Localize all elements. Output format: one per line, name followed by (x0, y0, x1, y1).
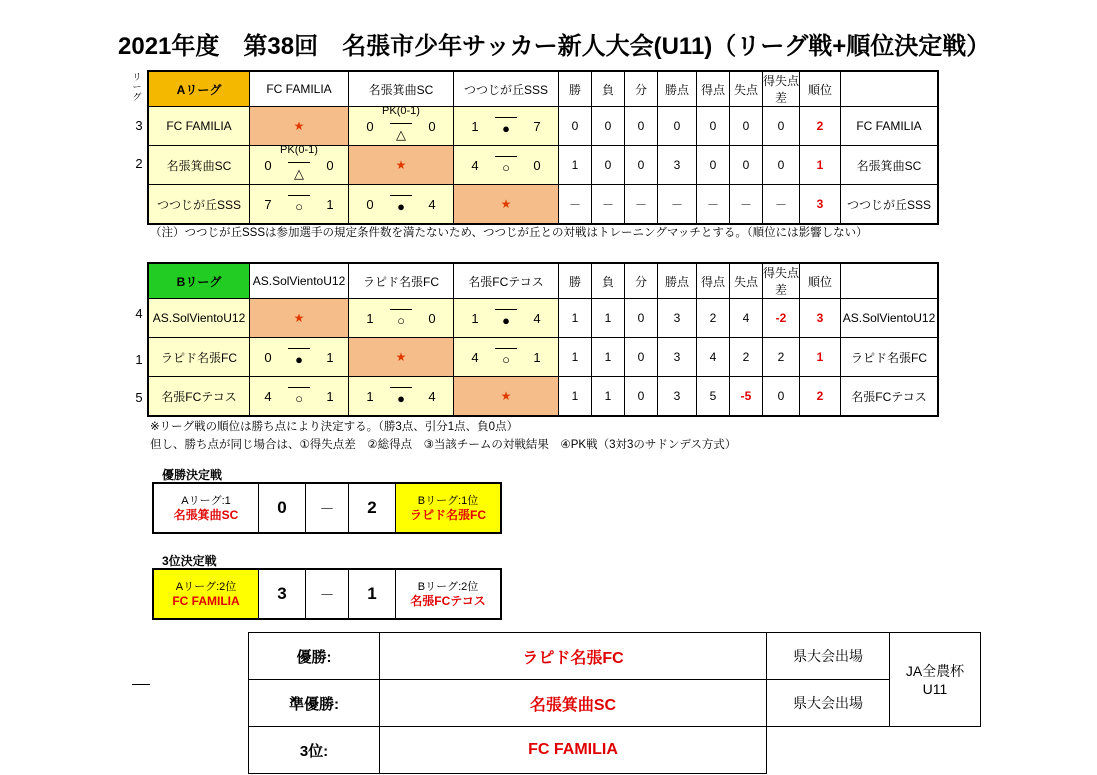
league-b-col-team-3: 名張FCテコス (454, 263, 559, 299)
league-a-note: （注）つつじが丘SSSは参加選手の規定条件数を満たないため、つつじが丘との対戦はトレーニングマッチとする。（順位には影響しない） (150, 227, 868, 239)
col-draw: 分 (625, 71, 658, 107)
third-match-row (153, 569, 501, 619)
league-b-row-1-vs-3 (454, 299, 559, 338)
results-row-3-qual (767, 727, 890, 774)
league-b-row-1-self: ★ (250, 299, 349, 338)
final-left-team: 名張箕曲SC (173, 508, 239, 522)
col-win: 勝 (559, 263, 592, 299)
score-dash (390, 123, 412, 124)
league-b-label: Bリーグ (148, 263, 250, 299)
results-row-2 (249, 680, 981, 727)
league-b-row-2-win: 1 (559, 338, 592, 377)
league-a-row-1-draw: 0 (625, 107, 658, 146)
third-match-table (152, 568, 502, 620)
results-row-1-qual: 県大会出場 (767, 633, 890, 680)
league-a-row-2-win: 1 (559, 146, 592, 185)
league-a-row-2-rank: 1 (800, 146, 841, 185)
league-a-row-1-win: 0 (559, 107, 592, 146)
league-b-row-3-points: 3 (658, 377, 697, 417)
league-b-row-2-gd: 2 (763, 338, 800, 377)
league-a-row-3-gd: － (763, 185, 800, 225)
third-dash: － (306, 569, 349, 619)
col-loss: 負 (592, 71, 625, 107)
league-b-col-team-1: AS.SolVientoU12 (250, 263, 349, 299)
league-b-row-1-vs-2 (349, 299, 454, 338)
rules-line-2: 但し、勝ち点が同じ場合は、①得失点差 ②総得点 ③当該チームの対戦結果 ④PK戦（3対3のサドンデス方式） (150, 439, 737, 451)
league-b-row-3-win: 1 (559, 377, 592, 417)
league-b-row-3-loss: 1 (592, 377, 625, 417)
league-a-row-1-team: FC FAMILIA (148, 107, 250, 146)
third-right-score: 1 (349, 569, 396, 619)
league-a-row-1-loss: 0 (592, 107, 625, 146)
results-cup-line2: U11 (922, 680, 948, 697)
league-b-row-2-vs-1 (250, 338, 349, 377)
final-match-row (153, 483, 501, 533)
league-b-left-rank-3: 5 (135, 390, 143, 405)
score-right: 1 (326, 349, 334, 365)
league-b-row-1-draw: 0 (625, 299, 658, 338)
league-b-row-2 (148, 338, 938, 377)
league-b-row-2-ga: 2 (730, 338, 763, 377)
final-left-label: Aリーグ:1 (181, 495, 231, 507)
third-left-side (153, 569, 259, 619)
league-a-row-2-gf: 0 (697, 146, 730, 185)
results-row-2-qual: 県大会出場 (767, 680, 890, 727)
league-b-row-1-gd: -2 (763, 299, 800, 338)
league-a-row-3-team: つつじが丘SSS (148, 185, 250, 225)
league-a-row-1-name-right: FC FAMILIA (841, 107, 939, 146)
score-right: 1 (533, 349, 541, 365)
league-b-row-2-loss: 1 (592, 338, 625, 377)
league-b-row-2-draw: 0 (625, 338, 658, 377)
league-b-row-2-team: ラピド名張FC (148, 338, 250, 377)
results-row-3-spacer (890, 727, 981, 774)
league-b-row-1-win: 1 (559, 299, 592, 338)
result-mark: ● (502, 313, 510, 328)
league-a-row-1-gd: 0 (763, 107, 800, 146)
score-right: 0 (533, 157, 541, 173)
result-mark: ● (397, 199, 405, 214)
league-a-left-rank-1: 3 (135, 118, 143, 133)
league-a-col-team-1: FC FAMILIA (250, 71, 349, 107)
league-b-row-2-self: ★ (349, 338, 454, 377)
third-right-team: 名張FCテコス (410, 594, 486, 608)
final-right-label: Bリーグ:1位 (417, 495, 479, 507)
results-table (248, 632, 981, 774)
score-left: 1 (471, 118, 479, 134)
league-a-row-3-points: － (658, 185, 697, 225)
pk-label: PK(0-1) (280, 144, 318, 156)
result-mark: ○ (502, 352, 510, 367)
league-a-row-1-rank: 2 (800, 107, 841, 146)
score-left: 1 (366, 388, 374, 404)
col-draw: 分 (625, 263, 658, 299)
score-dash (390, 195, 412, 196)
third-left-score: 3 (259, 569, 306, 619)
league-b-row-3-vs-2 (349, 377, 454, 417)
league-a-row-3-name-right: つつじが丘SSS (841, 185, 939, 225)
result-mark: ○ (397, 313, 405, 328)
final-match-title: 優勝決定戦 (162, 468, 223, 482)
league-a-row-3-ga: － (730, 185, 763, 225)
league-b-row-3-draw: 0 (625, 377, 658, 417)
score-right: 1 (326, 388, 334, 404)
score-left: 4 (471, 349, 479, 365)
score-dash (288, 348, 310, 349)
league-b-row-1-gf: 2 (697, 299, 730, 338)
league-a-label: Aリーグ (148, 71, 250, 107)
league-a-table (147, 70, 939, 225)
league-a-row-3 (148, 185, 938, 225)
col-goal-diff: 得失点差 (763, 263, 800, 299)
league-a-row-2-vs-1 (250, 146, 349, 185)
final-right-side (396, 483, 502, 533)
result-mark: ● (295, 352, 303, 367)
col-goal-diff: 得失点差 (763, 71, 800, 107)
result-mark: △ (396, 127, 406, 142)
league-a-col-team-2: 名張箕曲SC (349, 71, 454, 107)
score-dash (288, 162, 310, 163)
score-left: 0 (366, 118, 374, 134)
league-a-row-2-name-right: 名張箕曲SC (841, 146, 939, 185)
final-dash: － (306, 483, 349, 533)
league-b-row-3-rank: 2 (800, 377, 841, 417)
score-right: 1 (326, 196, 334, 212)
score-right: 0 (326, 157, 334, 173)
score-right: 4 (533, 310, 541, 326)
league-a-row-1 (148, 107, 938, 146)
third-left-team: FC FAMILIA (172, 594, 240, 608)
score-dash (288, 387, 310, 388)
col-points: 勝点 (658, 263, 697, 299)
result-mark: ○ (502, 160, 510, 175)
league-b-col-team-2: ラピド名張FC (349, 263, 454, 299)
league-b-row-3-gf: 5 (697, 377, 730, 417)
score-right: 0 (428, 310, 436, 326)
result-mark: ○ (295, 391, 303, 406)
league-b-row-2-points: 3 (658, 338, 697, 377)
score-dash (390, 387, 412, 388)
final-right-team: ラピド名張FC (410, 508, 486, 522)
league-a-row-3-vs-2 (349, 185, 454, 225)
league-a-row-1-self: ★ (250, 107, 349, 146)
league-a-row-3-loss: － (592, 185, 625, 225)
results-row-1-label: 優勝: (249, 633, 380, 680)
league-a-spacer-header (841, 71, 939, 107)
score-dash (495, 309, 517, 310)
league-a-row-2-team: 名張箕曲SC (148, 146, 250, 185)
league-a-row-3-draw: － (625, 185, 658, 225)
results-cup-line1: JA全農杯 (905, 662, 965, 679)
score-dash (288, 195, 310, 196)
score-left: 4 (264, 388, 272, 404)
league-b-row-2-vs-3 (454, 338, 559, 377)
score-left: 0 (264, 157, 272, 173)
league-a-row-1-points: 0 (658, 107, 697, 146)
score-right: 4 (428, 196, 436, 212)
score-left: 7 (264, 196, 272, 212)
league-b-row-3-self: ★ (454, 377, 559, 417)
results-row-3-team: FC FAMILIA (380, 727, 767, 774)
league-b-row-3 (148, 377, 938, 417)
rules-line-1: ※リーグ戦の順位は勝ち点により決定する。（勝3点、引分1点、負0点） (150, 421, 519, 433)
league-b-row-1 (148, 299, 938, 338)
league-a-row-2-draw: 0 (625, 146, 658, 185)
score-left: 1 (366, 310, 374, 326)
league-b-row-3-vs-1 (250, 377, 349, 417)
pk-label: PK(0-1) (382, 105, 420, 117)
page-title: 2021年度 第38回 名張市少年サッカー新人大会(U11)（リーグ戦+順位決定戦） (118, 33, 991, 60)
league-b-row-2-rank: 1 (800, 338, 841, 377)
league-b-table (147, 262, 939, 417)
col-goals-for: 得点 (697, 263, 730, 299)
results-row-1 (249, 633, 981, 680)
col-goals-for: 得点 (697, 71, 730, 107)
result-mark: △ (294, 166, 304, 181)
score-dash (495, 156, 517, 157)
col-points: 勝点 (658, 71, 697, 107)
league-b-row-2-gf: 4 (697, 338, 730, 377)
score-left: 1 (471, 310, 479, 326)
league-a-row-3-self: ★ (454, 185, 559, 225)
league-a-row-3-rank: 3 (800, 185, 841, 225)
league-a-row-2-self: ★ (349, 146, 454, 185)
league-b-header-row (148, 263, 938, 299)
final-left-score: 0 (259, 483, 306, 533)
league-b-row-1-team: AS.SolVientoU12 (148, 299, 250, 338)
league-a-row-3-win: － (559, 185, 592, 225)
league-a-left-rank-2: 2 (135, 156, 143, 171)
left-dash-mark (132, 684, 150, 685)
result-mark: ○ (295, 199, 303, 214)
result-mark: ● (397, 391, 405, 406)
third-left-label: Aリーグ:2位 (175, 581, 237, 593)
league-a-row-3-gf: － (697, 185, 730, 225)
league-b-row-1-name-right: AS.SolVientoU12 (841, 299, 939, 338)
league-b-row-3-gd: 0 (763, 377, 800, 417)
col-loss: 負 (592, 263, 625, 299)
league-a-row-1-ga: 0 (730, 107, 763, 146)
final-match-table (152, 482, 502, 534)
results-row-1-team: ラピド名張FC (380, 633, 767, 680)
results-row-3 (249, 727, 981, 774)
league-b-row-1-ga: 4 (730, 299, 763, 338)
score-right: 0 (428, 118, 436, 134)
league-b-row-3-name-right: 名張FCテコス (841, 377, 939, 417)
third-right-side (396, 569, 502, 619)
league-b-row-2-name-right: ラピド名張FC (841, 338, 939, 377)
results-row-2-label: 準優勝: (249, 680, 380, 727)
final-left-side (153, 483, 259, 533)
results-cup (890, 633, 981, 727)
league-b-row-1-loss: 1 (592, 299, 625, 338)
results-row-2-team: 名張箕曲SC (380, 680, 767, 727)
col-rank: 順位 (800, 71, 841, 107)
league-a-row-2-gd: 0 (763, 146, 800, 185)
score-left: 0 (366, 196, 374, 212)
results-row-3-label: 3位: (249, 727, 380, 774)
score-dash (495, 348, 517, 349)
league-a-row-2-points: 3 (658, 146, 697, 185)
league-b-row-3-ga: -5 (730, 377, 763, 417)
league-a-row-3-vs-1 (250, 185, 349, 225)
league-b-row-1-points: 3 (658, 299, 697, 338)
league-a-row-2-vs-3 (454, 146, 559, 185)
third-match-title: 3位決定戦 (162, 554, 217, 568)
score-dash (495, 117, 517, 118)
score-left: 0 (264, 349, 272, 365)
final-right-score: 2 (349, 483, 396, 533)
league-a-row-2 (148, 146, 938, 185)
league-a-row-1-vs-3 (454, 107, 559, 146)
league-a-row-2-ga: 0 (730, 146, 763, 185)
col-goals-against: 失点 (730, 71, 763, 107)
league-a-row-2-loss: 0 (592, 146, 625, 185)
col-goals-against: 失点 (730, 263, 763, 299)
col-rank: 順位 (800, 263, 841, 299)
third-right-label: Bリーグ:2位 (417, 581, 479, 593)
league-a-row-1-vs-2 (349, 107, 454, 146)
col-win: 勝 (559, 71, 592, 107)
score-left: 4 (471, 157, 479, 173)
league-b-spacer-header (841, 263, 939, 299)
league-a-row-1-gf: 0 (697, 107, 730, 146)
league-a-col-team-3: つつじが丘SSS (454, 71, 559, 107)
league-b-row-1-rank: 3 (800, 299, 841, 338)
score-right: 4 (428, 388, 436, 404)
league-b-left-rank-1: 4 (135, 306, 143, 321)
league-a-vertical-label: リ ー グ (132, 72, 142, 102)
result-mark: ● (502, 121, 510, 136)
league-b-row-3-team: 名張FCテコス (148, 377, 250, 417)
score-dash (390, 309, 412, 310)
score-right: 7 (533, 118, 541, 134)
league-b-left-rank-2: 1 (135, 352, 143, 367)
league-a-header-row (148, 71, 938, 107)
